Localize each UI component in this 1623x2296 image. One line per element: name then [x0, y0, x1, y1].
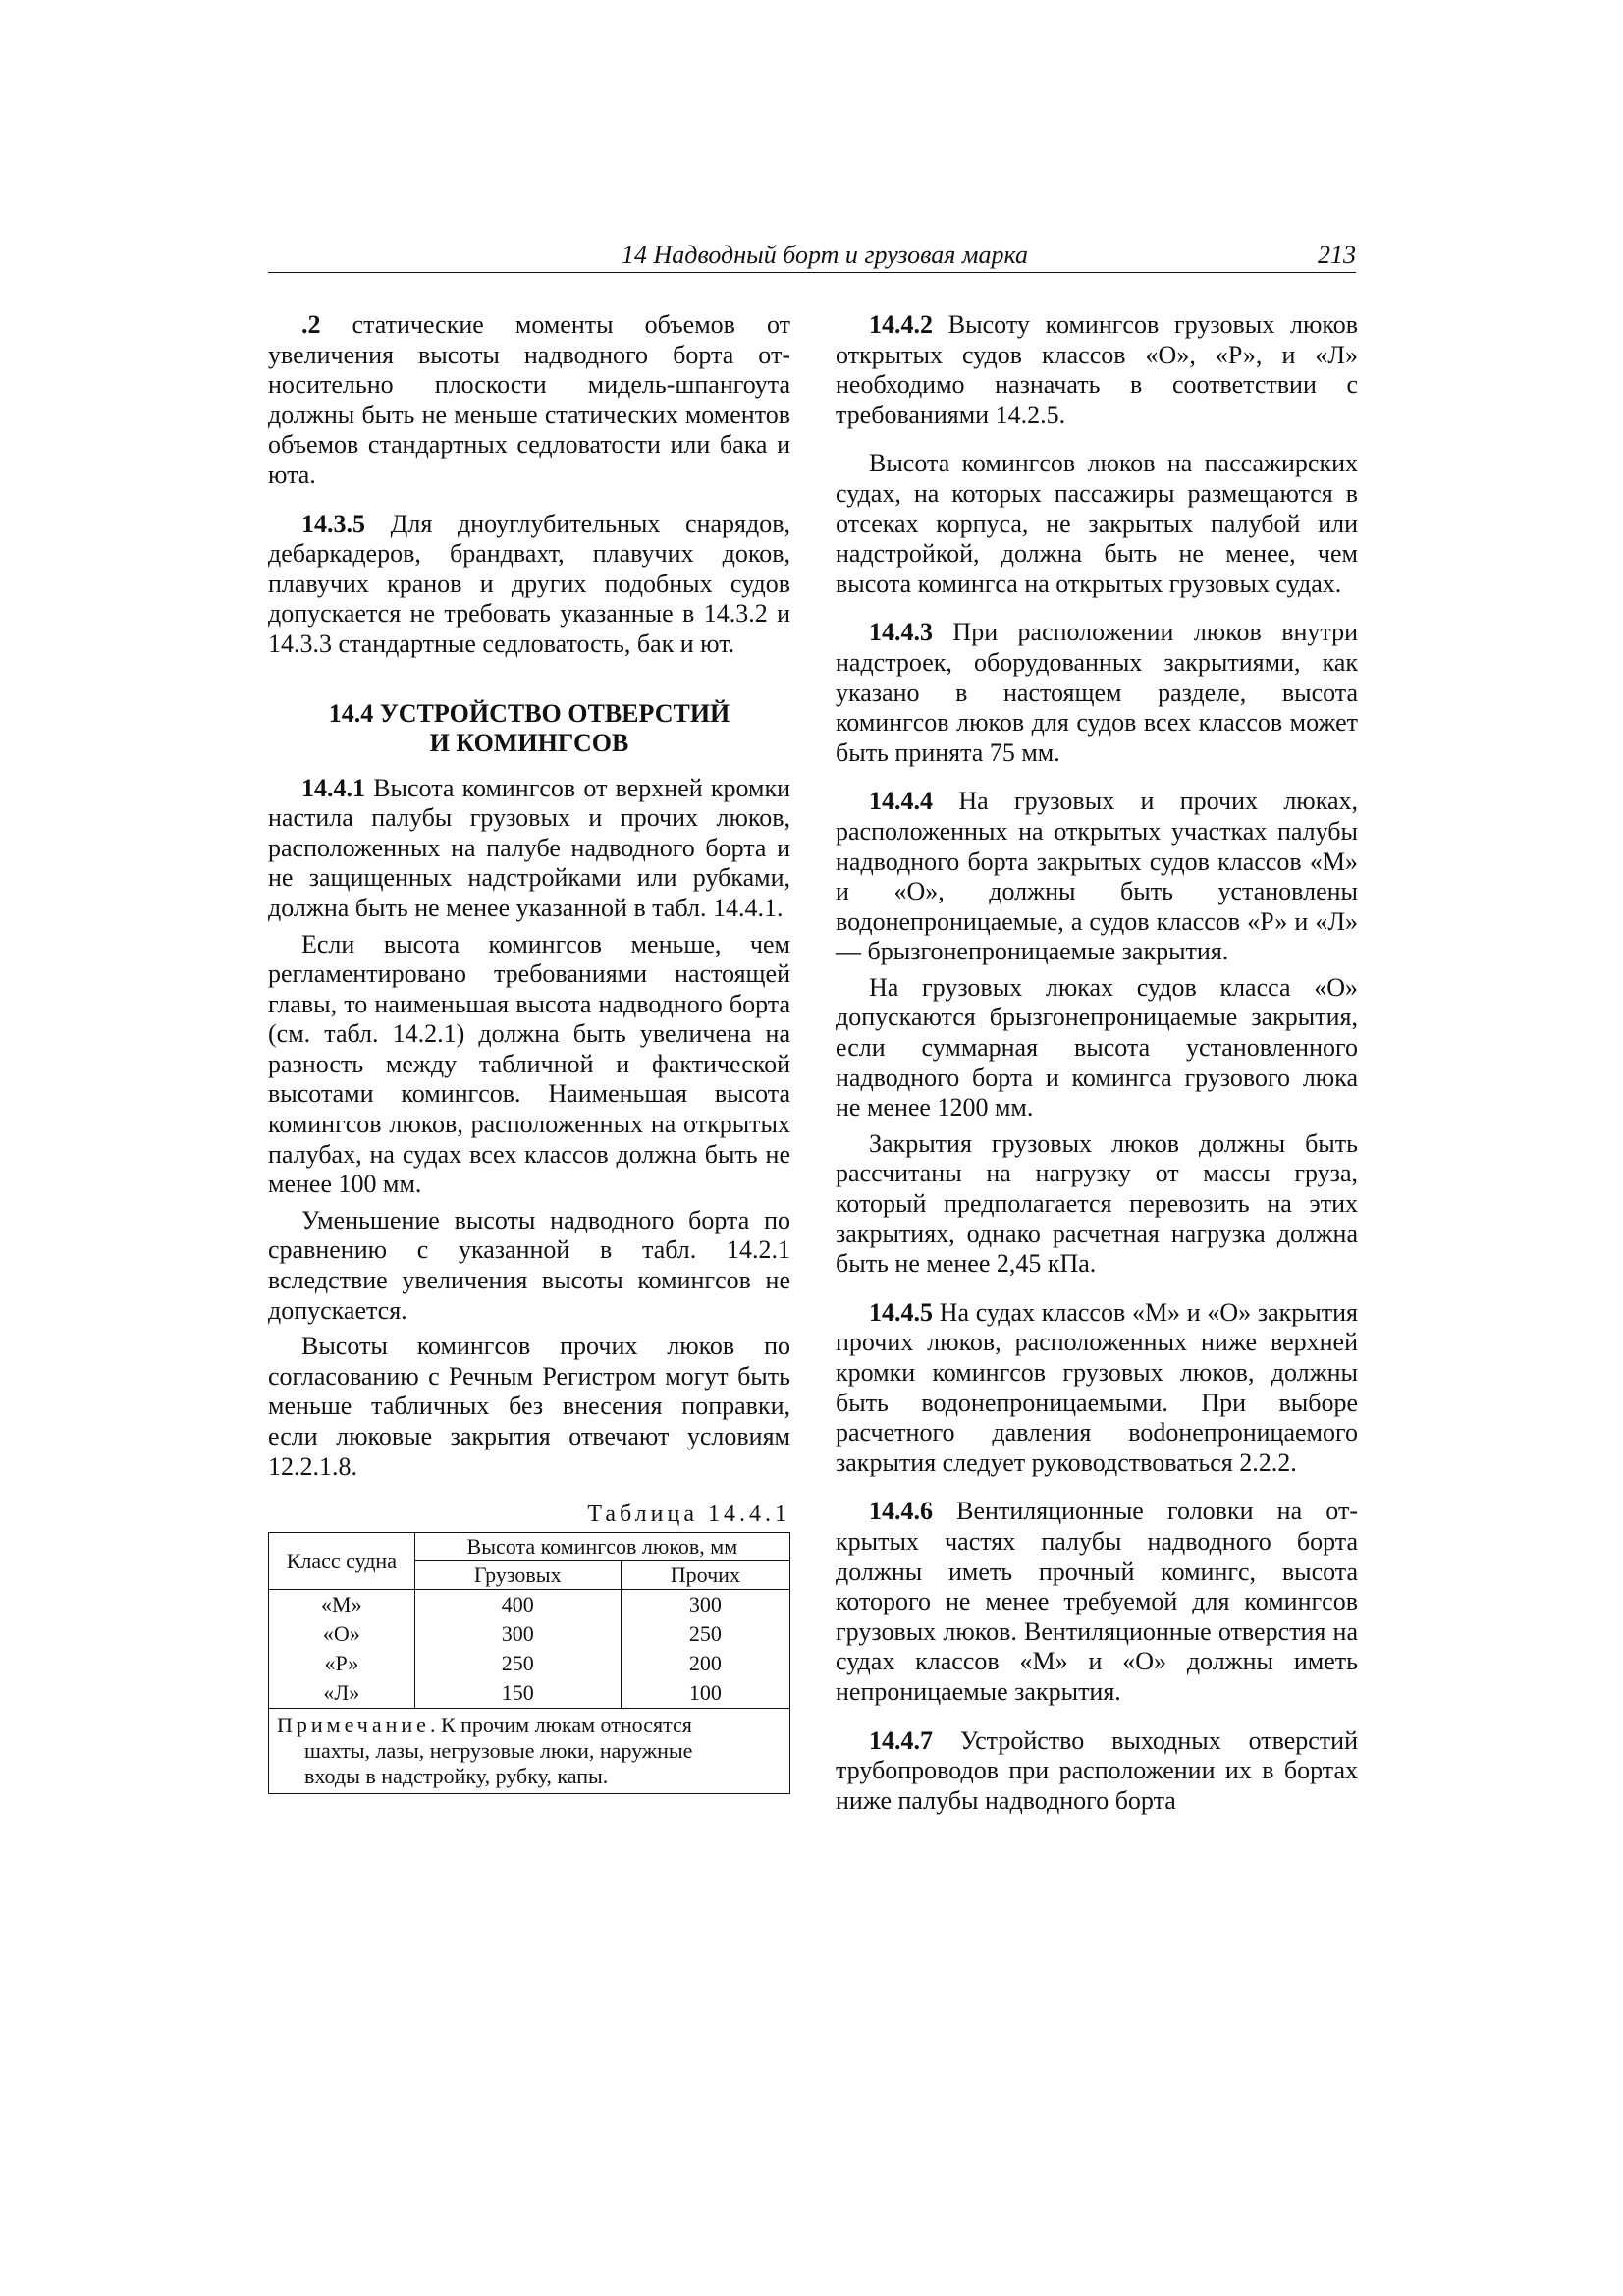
paragraph-text: При расположении люков внутри надстроек, оборудованных закрытиями, как указано в настоящем разделе, высота комингсов люков для судов всех классов может быть принята 75 мм.: [836, 618, 1358, 767]
clause-number: 14.4.1: [301, 773, 365, 802]
clause-number: 14.4.3: [869, 618, 933, 647]
table-caption: Таблица 14.4.1: [587, 1502, 790, 1528]
paragraph: [268, 310, 790, 491]
paragraph: Если высота комингсов меньше, чем регламентировано требованиями настоящей главы, то наименьшая высота надводного борта (см. табл. 14.2.1) должна быть увеличена на разность между табличной и фактической высотами комингсов. Наименьшая высота комингсов люков, расположенных на открытых палубах, на судах всех классов должна быть не менее 100 мм.: [268, 929, 790, 1199]
paragraph: [836, 618, 1358, 768]
chapter-title: 14 Надводный борт и грузовая марка: [622, 241, 1028, 269]
paragraph: [268, 774, 790, 924]
table-row: [269, 1619, 790, 1649]
column-header-cargo: Грузовых: [414, 1561, 621, 1590]
cell-other: 250: [621, 1619, 789, 1649]
clause-number: 14.4.4: [869, 787, 933, 816]
paragraph: [836, 1298, 1358, 1479]
table-row: [269, 1649, 790, 1678]
note-label: Примечание: [277, 1713, 430, 1738]
clause-number: 14.4.2: [869, 310, 933, 339]
running-header: [268, 239, 1356, 273]
paragraph: [836, 787, 1358, 967]
paragraph: Закрытия грузовых люков должны быть рассчитаны на нагрузку от массы груза, который предполагается перевозить на этих закрытиях, однако расчетная нагрузка должна быть не менее 2,45 кПа.: [836, 1128, 1358, 1279]
paragraph: Высота комингсов люков на пассажирских судах, на которых пассажиры размещаются в отсеках корпуса, не закрытых палубой или надстройкой, должна быть не менее, чем высота комингса на открытых грузовых судах.: [836, 449, 1358, 598]
cell-cargo: 250: [414, 1649, 621, 1678]
page-number: 213: [1318, 241, 1356, 269]
heading-line: 14.4 УСТРОЙСТВО ОТВЕРСТИЙ: [328, 698, 730, 728]
clause-number: .2: [301, 310, 321, 339]
paragraph: [836, 310, 1358, 430]
cell-class: «М»: [269, 1590, 415, 1620]
cell-class: «О»: [269, 1619, 415, 1649]
paragraph: Уменьшение высоты надводного борта по сравнению с указанной в табл. 14.2.1 вследствие увеличения высоты комингсов не допускается.: [268, 1205, 790, 1325]
cell-cargo: 400: [414, 1590, 621, 1620]
cell-cargo: 300: [414, 1619, 621, 1649]
paragraph-text: Для дноуглубительных снарядов, дебаркадеров, брандвахт, плавучих доков, плавучих кранов и других подобных судов допускается не требовать указанные в 14.3.2 и 14.3.3 стандартные седловатость, бак и ют.: [268, 509, 790, 658]
paragraph-text: На судах классов «М» и «О» закрытия прочих люков, расположенных ниже верхней кромки комингсов грузовых люков, должны быть водонепроницаемыми. При выборе расчетного давления воdонепроницаемого закрытия следует руководствоваться 2.2.2.: [836, 1297, 1358, 1477]
left-column: [268, 310, 790, 1794]
clause-number: 14.4.6: [869, 1497, 933, 1526]
clause-number: 14.3.5: [301, 509, 365, 538]
paragraph: Высоты комингсов прочих люков по согласованию с Речным Регистром могут быть меньше табличных без внесения поправки, если люковые закрытия отвечают условиям 12.2.1.8.: [268, 1332, 790, 1481]
paragraph-text: Высоту комингсов грузовых люков открытых судов классов «О», «Р», и «Л» необходимо назначать в соответствии с требованиями 14.2.5.: [836, 310, 1358, 429]
paragraph-text: Высота комингсов от верхней кромки настила палубы грузовых и прочих люков, расположенных на палубе надводного борта и не защищенных надстройками или рубками, должна быть не менее указанной в табл. 14.4.1.: [268, 773, 790, 922]
note-text: входы в надстройку, рубку, капы.: [304, 1764, 609, 1789]
cell-cargo: 150: [414, 1678, 621, 1709]
paragraph: [836, 1726, 1358, 1817]
cell-other: 200: [621, 1649, 789, 1678]
cell-other: 300: [621, 1590, 789, 1620]
cell-other: 100: [621, 1678, 789, 1709]
paragraph: [836, 1497, 1358, 1707]
paragraph-text: На грузовых и прочих люках, расположенных на открытых участках палубы надводного борта закрытых судов классов «М» и «О», должны быть установлены водонепроницаемые, а судов классов «Р» и «Л» — брызгонепроницаемые закрытия.: [836, 787, 1358, 966]
table-note: [269, 1709, 790, 1794]
heading-line: И КОМИНГСОВ: [429, 728, 629, 757]
paragraph-text: статические моменты объемов от увеличения высоты надводного борта относительно плоскости мидель-шпангоута должны быть не меньше статических моментов объемов стандартных седловатости или бака и юта.: [268, 310, 790, 489]
paragraph: [268, 510, 790, 660]
right-column: [836, 310, 1358, 1816]
column-group-header: Высота комингсов люков, мм: [414, 1533, 789, 1561]
cell-class: «Л»: [269, 1678, 415, 1709]
section-heading: [268, 699, 790, 758]
column-header-class: Класс судна: [269, 1533, 415, 1590]
paragraph-text: Устройство выходных отверстий трубопроводов при расположении их в бортах ниже палубы надводного борта: [836, 1725, 1358, 1815]
paragraph: На грузовых люках судов класса «О» допускаются брызгонепроницаемые закрытия, если суммарная высота установленного надводного борта и комингса грузового люка не менее 1200 мм.: [836, 972, 1358, 1122]
note-text: . К прочим люкам относятся: [429, 1713, 692, 1738]
cell-class: «Р»: [269, 1649, 415, 1678]
clause-number: 14.4.5: [869, 1297, 933, 1327]
column-header-other: Прочих: [621, 1561, 789, 1590]
clause-number: 14.4.7: [869, 1725, 933, 1755]
table-row: [269, 1590, 790, 1620]
table-row: [269, 1678, 790, 1709]
paragraph-text: Вентиляционные головки на открытых частях палубы надводного борта должны иметь прочный комингс, высота которого не менее требуемой для комингсов грузовых люков. Вентиляционные отверстия на судах классов «М» и «О» должны иметь непроницаемые закрытия.: [836, 1497, 1358, 1706]
coaming-height-table: [268, 1532, 790, 1794]
note-text: шахты, лазы, негрузовые люки, наружные: [304, 1738, 693, 1764]
